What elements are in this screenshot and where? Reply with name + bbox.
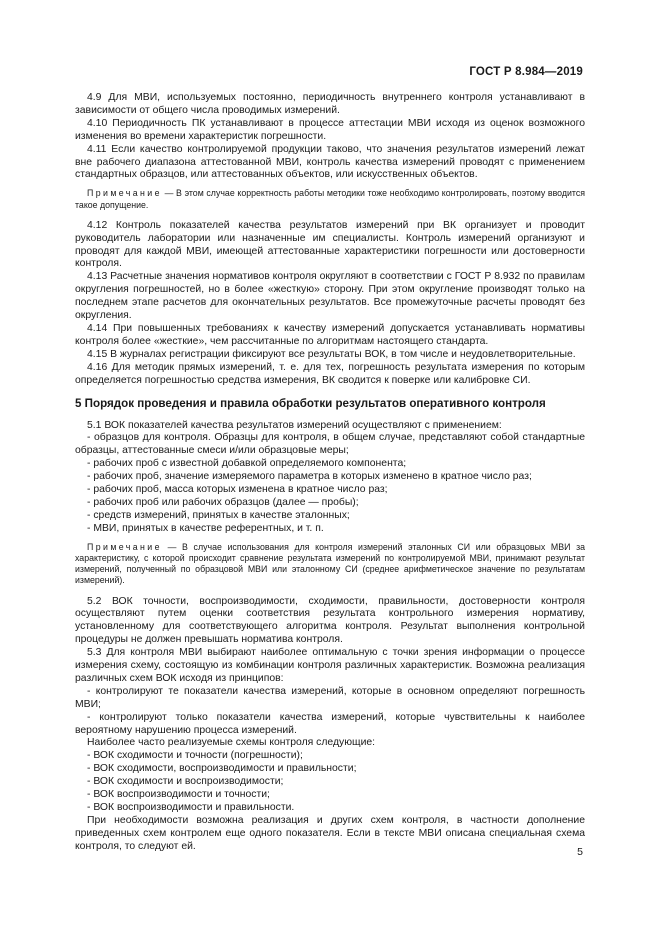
list-item: - рабочих проб, масса которых изменена в кратное число раз; (87, 484, 388, 496)
paragraph-5-1: 5.1 ВОК показателей качества результатов измерений осуществляют с применением: (87, 419, 502, 431)
note-1 (75, 188, 585, 210)
section-5-title: 5 Порядок проведения и правила обработки результатов оперативного контроля (75, 396, 546, 410)
note-2 (75, 542, 585, 587)
list-item: - рабочих проб или рабочих образцов (далее — пробы); (87, 496, 359, 508)
list-item: - средств измерений, принятых в качестве эталонных; (87, 509, 350, 521)
list-item: - ВОК сходимости и воспроизводимости; (87, 776, 284, 788)
paragraph-5-3: 5.3 Для контроля МВИ выбирают наиболее оптимальную с точки зрения информации о процессе измерения схему, состоящую из комбинации контроля различных характеристик. Возможна реализация различных схем ВОК исходя из принципов: (75, 647, 585, 684)
paragraph-4-13: 4.13 Расчетные значения нормативов контроля округляют в соответствии с ГОСТ Р 8.932 по правилам округления погрешностей, но в более «жесткую» сторону. При этом округление производят только на последнем этапе расчетов для окончательных результатов. Все промежуточные расчеты проводят без округления. (75, 271, 585, 322)
document-body (75, 92, 585, 854)
list-item: - ВОК сходимости и точности (погрешности); (87, 750, 303, 762)
paragraph-4-16: 4.16 Для методик прямых измерений, т. е. для тех, погрешность результата измерения по которым определяется погрешностью средства измерения, ВК сводится к поверке или калибровке СИ. (75, 361, 585, 386)
list-item: - МВИ, принятых в качестве референтных, и т. п. (87, 522, 324, 534)
document-id-header: ГОСТ Р 8.984—2019 (469, 66, 583, 78)
note-1-text: — В этом случае корректность работы методики тоже необходимо контролировать, поэтому вводится такое допущение. (75, 188, 585, 210)
list-item: - образцов для контроля. Образцы для контроля, в общем случае, представляют собой стандартные образцы, аттестованные смеси и/или образцовые меры; (75, 432, 585, 457)
list-item: - контролируют только показатели качества измерений, которые чувствительны к наиболее вероятному нарушению процесса измерений. (75, 711, 585, 736)
paragraph-5-3-schemes: Наиболее часто реализуемые схемы контроля следующие: (87, 737, 376, 749)
list-item: - контролируют те показатели качества измерений, которые в основном определяют погрешность МВИ; (75, 685, 585, 710)
paragraph-4-10: 4.10 Периодичность ПК устанавливают в процессе аттестации МВИ исходя из оценок возможного изменения во времени характеристик погрешности. (75, 117, 585, 142)
list-item: - ВОК воспроизводимости и точности; (87, 789, 270, 801)
paragraph-5-2: 5.2 ВОК точности, воспроизводимости, сходимости, правильности, достоверности контроля осуществляют путем оценки соответствия результата контрольного измерения нормативу, установленному для соответствующего алгоритма контроля. Результат выполнения контрольной процедуры не должен превышать норматива контроля. (75, 595, 585, 646)
list-item: - рабочих проб, значение измеряемого параметра в которых изменено в кратное число раз; (87, 471, 532, 483)
paragraph-4-11: 4.11 Если качество контролируемой продукции таково, что значения результатов измерений лежат вне рабочего диапазона аттестованной МВИ, контроль качества измерений проводят с применением стандартных образцов, или аттестованных объектов, или искусственных объектов. (75, 143, 585, 181)
paragraph-5-3-closing: При необходимости возможна реализация и других схем контроля, в частности дополнение приведенных схем контролем еще одного показателя. Если в тексте МВИ описана специальная схема контроля, то следуют ей. (75, 814, 585, 852)
page-number: 5 (577, 846, 583, 858)
paragraph-4-12: 4.12 Контроль показателей качества результатов измерений при ВК организует и проводит руководитель лаборатории или назначенные им специалисты. Контроль измерений организуют и проводят для каждой МВИ, имеющей аттестованные характеристики погрешности или достоверности контроля. (75, 219, 585, 270)
note-2-text: — В случае использования для контроля измерений эталонных СИ или образцовых МВИ за характеристику, с которой происходит сравнение результата измерений по контролируемой МВИ, принимают результат измерений, полученный по образцовой МВИ или эталонному СИ (среднее арифметическое значение по результатам измерений). (75, 541, 585, 586)
list-item: - рабочих проб с известной добавкой определяемого компонента; (87, 458, 407, 470)
paragraph-4-14: 4.14 При повышенных требованиях к качеству измерений допускается устанавливать нормативы контроля более «жесткие», чем рассчитанные по алгоритмам настоящего стандарта. (75, 323, 585, 347)
list-item: - ВОК воспроизводимости и правильности. (87, 802, 295, 813)
note-1-label: Примечание (87, 188, 162, 199)
note-2-label: Примечание (87, 541, 162, 552)
list-item: - ВОК сходимости, воспроизводимости и правильности; (87, 763, 357, 775)
paragraph-4-9: 4.9 Для МВИ, используемых постоянно, периодичность внутреннего контроля устанавливают в зависимости от общего числа проводимых измерений. (75, 92, 585, 116)
paragraph-4-15: 4.15 В журналах регистрации фиксируют все результаты ВОК, в том числе и неудовлетворительные. (87, 348, 576, 360)
